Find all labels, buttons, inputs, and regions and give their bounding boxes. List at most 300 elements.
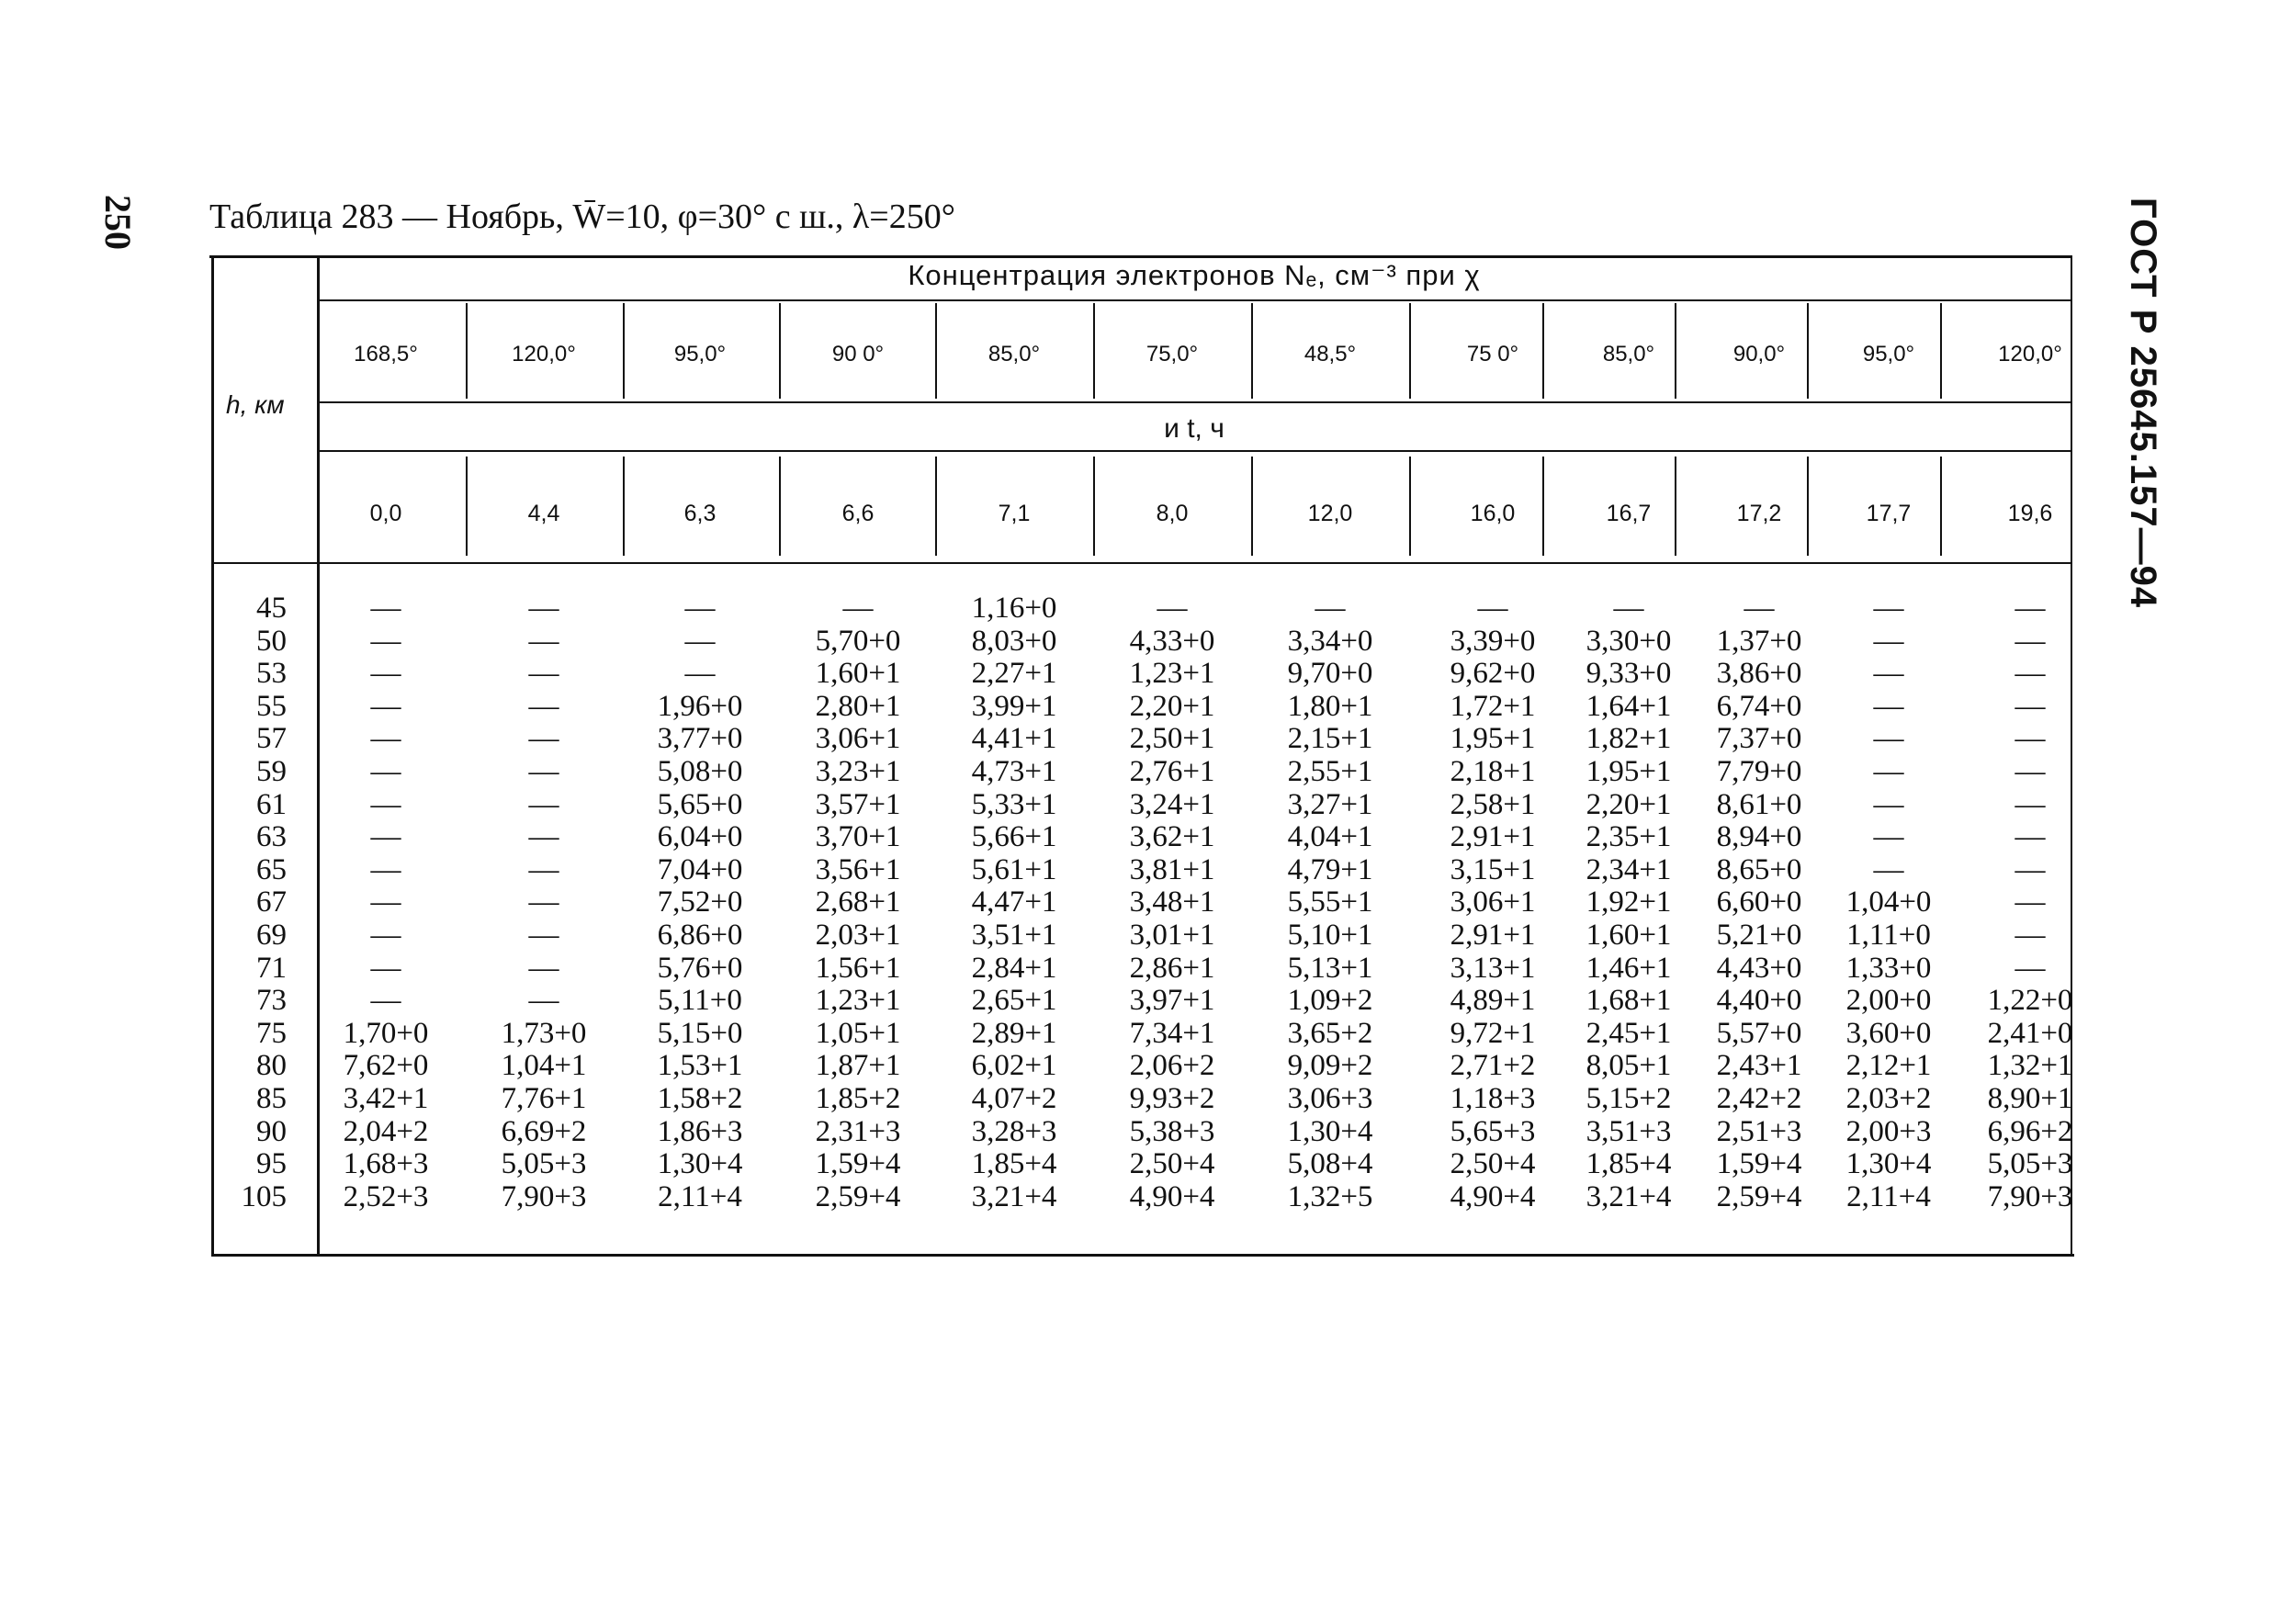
value-cell: 1,33+0 — [1845, 951, 1932, 985]
value-cell: 5,15+0 — [657, 1016, 743, 1050]
chi-header-cell: 85,0° — [988, 342, 1041, 367]
value-cell: 2,31+3 — [815, 1114, 901, 1148]
value-cell: 1,30+4 — [1287, 1114, 1373, 1148]
time-header-cell: 16,0 — [1470, 501, 1516, 526]
column-separator — [466, 457, 468, 556]
value-cell: 8,03+0 — [971, 624, 1057, 658]
table-row — [213, 789, 2071, 822]
value-cell: — — [1744, 592, 1775, 625]
value-cell: 2,50+1 — [1129, 722, 1215, 756]
value-cell: 6,74+0 — [1716, 689, 1802, 723]
value-cell: 2,86+1 — [1129, 951, 1215, 985]
table-row — [213, 919, 2071, 953]
value-cell: — — [528, 951, 559, 985]
value-cell: 9,72+1 — [1450, 1016, 1536, 1050]
column-separator — [1940, 457, 1942, 556]
value-cell: — — [1873, 787, 1904, 821]
value-cell: 3,28+3 — [971, 1114, 1057, 1148]
table-body — [213, 592, 2071, 1213]
value-cell: 7,34+1 — [1129, 1016, 1215, 1050]
table-row — [213, 1083, 2071, 1116]
altitude-cell: 61 — [256, 787, 287, 821]
value-cell: — — [528, 754, 559, 788]
altitude-cell: 95 — [256, 1147, 287, 1181]
time-header-cell: 7,1 — [998, 501, 1031, 526]
value-cell: 1,95+1 — [1450, 722, 1536, 756]
value-cell: 2,20+1 — [1586, 787, 1672, 821]
value-cell: 4,47+1 — [971, 885, 1057, 919]
altitude-cell: 73 — [256, 984, 287, 1018]
value-cell: — — [528, 852, 559, 886]
time-header-cell: 8,0 — [1156, 501, 1189, 526]
value-cell: 6,96+2 — [1987, 1114, 2073, 1148]
value-cell: 3,23+1 — [815, 754, 901, 788]
value-cell: 3,97+1 — [1129, 984, 1215, 1018]
column-separator — [1409, 457, 1411, 556]
value-cell: — — [1873, 722, 1904, 756]
value-cell: — — [1873, 820, 1904, 854]
value-cell: 2,20+1 — [1129, 689, 1215, 723]
altitude-cell: 75 — [256, 1016, 287, 1050]
altitude-cell: 63 — [256, 820, 287, 854]
value-cell: — — [370, 592, 401, 625]
altitude-cell: 71 — [256, 951, 287, 985]
value-cell: 1,86+3 — [657, 1114, 743, 1148]
value-cell: 3,39+0 — [1450, 624, 1536, 658]
value-cell: 3,13+1 — [1450, 951, 1536, 985]
gost-code: ГОСТ Р 25645.157—94 — [2123, 197, 2163, 609]
altitude-cell: 55 — [256, 689, 287, 723]
value-cell: 8,90+1 — [1987, 1081, 2073, 1115]
value-cell: 9,62+0 — [1450, 657, 1536, 691]
value-cell: 1,22+0 — [1987, 984, 2073, 1018]
value-cell: 5,05+3 — [1987, 1147, 2073, 1181]
column-separator — [1675, 457, 1676, 556]
value-cell: 9,70+0 — [1287, 657, 1373, 691]
header-rule — [320, 299, 2071, 301]
column-separator — [935, 457, 937, 556]
value-cell: 1,85+4 — [971, 1147, 1057, 1181]
value-cell: 2,04+2 — [343, 1114, 429, 1148]
value-cell: — — [370, 689, 401, 723]
value-cell: 3,51+3 — [1586, 1114, 1672, 1148]
value-cell: 4,33+0 — [1129, 624, 1215, 658]
value-cell: 5,55+1 — [1287, 885, 1373, 919]
value-cell: 2,59+4 — [1716, 1179, 1802, 1213]
value-cell: 1,82+1 — [1586, 722, 1672, 756]
table-row — [213, 1116, 2071, 1149]
value-cell: 5,57+0 — [1716, 1016, 1802, 1050]
table-row — [213, 1018, 2071, 1051]
chi-header-cell: 48,5° — [1304, 342, 1357, 367]
value-cell: 4,89+1 — [1450, 984, 1536, 1018]
value-cell: 5,15+2 — [1586, 1081, 1672, 1115]
value-cell: — — [684, 624, 716, 658]
value-cell: 1,85+4 — [1586, 1147, 1672, 1181]
value-cell: 7,79+0 — [1716, 754, 1802, 788]
time-header-cell: 16,7 — [1606, 501, 1652, 526]
value-cell: 2,03+2 — [1845, 1081, 1932, 1115]
value-cell: — — [528, 820, 559, 854]
value-cell: 2,50+4 — [1450, 1147, 1536, 1181]
value-cell: 1,04+1 — [501, 1049, 587, 1083]
value-cell: — — [528, 984, 559, 1018]
value-cell: 7,52+0 — [657, 885, 743, 919]
value-cell: 9,93+2 — [1129, 1081, 1215, 1115]
value-cell: 3,06+1 — [1450, 885, 1536, 919]
value-cell: 2,80+1 — [815, 689, 901, 723]
value-cell: — — [370, 657, 401, 691]
altitude-cell: 59 — [256, 754, 287, 788]
value-cell: 7,37+0 — [1716, 722, 1802, 756]
value-cell: 3,70+1 — [815, 820, 901, 854]
value-cell: 3,27+1 — [1287, 787, 1373, 821]
value-cell: — — [370, 624, 401, 658]
value-cell: 5,33+1 — [971, 787, 1057, 821]
value-cell: 2,35+1 — [1586, 820, 1672, 854]
value-cell: 8,94+0 — [1716, 820, 1802, 854]
value-cell: — — [370, 918, 401, 952]
value-cell: — — [2014, 787, 2046, 821]
value-cell: 2,71+2 — [1450, 1049, 1536, 1083]
table-row — [213, 821, 2071, 854]
value-cell: — — [528, 624, 559, 658]
value-cell: 1,23+1 — [815, 984, 901, 1018]
chi-header-cell: 75,0° — [1146, 342, 1199, 367]
value-cell: 6,86+0 — [657, 918, 743, 952]
time-header-cell: 6,6 — [841, 501, 875, 526]
column-separator — [779, 457, 781, 556]
value-cell: — — [1315, 592, 1346, 625]
value-cell: 5,61+1 — [971, 852, 1057, 886]
value-cell: 1,16+0 — [971, 592, 1057, 625]
value-cell: 3,65+2 — [1287, 1016, 1373, 1050]
value-cell: 1,05+1 — [815, 1016, 901, 1050]
value-cell: 1,32+1 — [1987, 1049, 2073, 1083]
value-cell: 3,06+3 — [1287, 1081, 1373, 1115]
value-cell: 5,70+0 — [815, 624, 901, 658]
column-separator — [1093, 303, 1095, 399]
altitude-cell: 50 — [256, 624, 287, 658]
value-cell: — — [2014, 722, 2046, 756]
value-cell: — — [370, 722, 401, 756]
value-cell: 1,58+2 — [657, 1081, 743, 1115]
value-cell: 5,65+3 — [1450, 1114, 1536, 1148]
value-cell: 4,04+1 — [1287, 820, 1373, 854]
stub-header: h, км — [226, 390, 285, 419]
table-row — [213, 626, 2071, 659]
altitude-cell: 65 — [256, 852, 287, 886]
value-cell: — — [2014, 885, 2046, 919]
value-cell: 1,04+0 — [1845, 885, 1932, 919]
value-cell: — — [370, 754, 401, 788]
value-cell: — — [684, 592, 716, 625]
value-cell: — — [1873, 592, 1904, 625]
value-cell: 4,07+2 — [971, 1081, 1057, 1115]
chi-header-cell: 75 0° — [1466, 342, 1519, 367]
value-cell: 3,86+0 — [1716, 657, 1802, 691]
value-cell: 7,62+0 — [343, 1049, 429, 1083]
column-separator — [1807, 303, 1809, 399]
value-cell: 1,95+1 — [1586, 754, 1672, 788]
value-cell: — — [1873, 689, 1904, 723]
value-cell: 2,12+1 — [1845, 1049, 1932, 1083]
value-cell: 3,60+0 — [1845, 1016, 1932, 1050]
value-cell: 1,18+3 — [1450, 1081, 1536, 1115]
value-cell: — — [370, 820, 401, 854]
value-cell: 3,42+1 — [343, 1081, 429, 1115]
chi-header-cell: 95,0° — [673, 342, 727, 367]
value-cell: 4,40+0 — [1716, 984, 1802, 1018]
value-cell: — — [370, 787, 401, 821]
value-cell: — — [370, 885, 401, 919]
column-separator — [466, 303, 468, 399]
group-header: Концентрация электронов Nₑ, см⁻³ при χ — [908, 259, 1481, 291]
table-row — [213, 658, 2071, 691]
value-cell: — — [1157, 592, 1188, 625]
time-header-cell: 12,0 — [1307, 501, 1353, 526]
value-cell: — — [1873, 852, 1904, 886]
value-cell: 2,41+0 — [1987, 1016, 2073, 1050]
column-separator — [1940, 303, 1942, 399]
value-cell: 1,56+1 — [815, 951, 901, 985]
value-cell: 2,58+1 — [1450, 787, 1536, 821]
column-separator — [1807, 457, 1809, 556]
value-cell: 2,03+1 — [815, 918, 901, 952]
value-cell: 2,15+1 — [1287, 722, 1373, 756]
value-cell: — — [2014, 657, 2046, 691]
value-cell: 1,68+1 — [1586, 984, 1672, 1018]
value-cell: 2,27+1 — [971, 657, 1057, 691]
value-cell: 1,30+4 — [1845, 1147, 1932, 1181]
column-separator — [935, 303, 937, 399]
value-cell: 9,09+2 — [1287, 1049, 1373, 1083]
value-cell: 7,90+3 — [1987, 1179, 2073, 1213]
value-cell: 2,11+4 — [1846, 1179, 1931, 1213]
value-cell: 5,38+3 — [1129, 1114, 1215, 1148]
value-cell: 1,11+0 — [1846, 918, 1931, 952]
value-cell: 3,57+1 — [815, 787, 901, 821]
column-separator — [1093, 457, 1095, 556]
value-cell: 3,06+1 — [815, 722, 901, 756]
value-cell: 5,05+3 — [501, 1147, 587, 1181]
value-cell: 4,90+4 — [1129, 1179, 1215, 1213]
column-separator — [1409, 303, 1411, 399]
value-cell: 3,21+4 — [971, 1179, 1057, 1213]
column-separator — [1675, 303, 1676, 399]
value-cell: 2,55+1 — [1287, 754, 1373, 788]
column-separator — [779, 303, 781, 399]
time-header-cell: 19,6 — [2007, 501, 2053, 526]
value-cell: — — [1873, 754, 1904, 788]
value-cell: — — [684, 657, 716, 691]
value-cell: — — [528, 885, 559, 919]
value-cell: 2,68+1 — [815, 885, 901, 919]
table-frame-bottom — [213, 1254, 2074, 1257]
value-cell: 5,65+0 — [657, 787, 743, 821]
value-cell: 1,96+0 — [657, 689, 743, 723]
value-cell: 2,76+1 — [1129, 754, 1215, 788]
value-cell: 2,42+2 — [1716, 1081, 1802, 1115]
value-cell: 2,00+3 — [1845, 1114, 1932, 1148]
table-row — [213, 592, 2071, 626]
table-row — [213, 985, 2071, 1018]
value-cell: 2,45+1 — [1586, 1016, 1672, 1050]
value-cell: 5,13+1 — [1287, 951, 1373, 985]
value-cell: 3,48+1 — [1129, 885, 1215, 919]
time-header-cell: 0,0 — [369, 501, 402, 526]
value-cell: 1,73+0 — [501, 1016, 587, 1050]
value-cell: — — [1873, 624, 1904, 658]
value-cell: 6,04+0 — [657, 820, 743, 854]
value-cell: — — [528, 787, 559, 821]
value-cell: 1,09+2 — [1287, 984, 1373, 1018]
value-cell: 5,21+0 — [1716, 918, 1802, 952]
value-cell: 5,11+0 — [658, 984, 742, 1018]
table-row — [213, 1181, 2071, 1214]
value-cell: 1,87+1 — [815, 1049, 901, 1083]
value-cell: 3,99+1 — [971, 689, 1057, 723]
column-separator — [1542, 303, 1544, 399]
value-cell: 1,59+4 — [1716, 1147, 1802, 1181]
value-cell: 2,59+4 — [815, 1179, 901, 1213]
header-rule — [320, 401, 2071, 403]
value-cell: — — [842, 592, 874, 625]
value-cell: 1,60+1 — [1586, 918, 1672, 952]
header-rule — [213, 562, 2072, 564]
altitude-cell: 69 — [256, 918, 287, 952]
value-cell: 5,66+1 — [971, 820, 1057, 854]
value-cell: — — [2014, 852, 2046, 886]
value-cell: 3,34+0 — [1287, 624, 1373, 658]
value-cell: 6,69+2 — [501, 1114, 587, 1148]
value-cell: 1,68+3 — [343, 1147, 429, 1181]
time-header-cell: 17,2 — [1736, 501, 1782, 526]
table-title: Таблица 283 — Ноябрь, W̄=10, φ=30° с ш., λ=250° — [209, 197, 955, 236]
time-header-cell: 6,3 — [683, 501, 717, 526]
value-cell: 8,65+0 — [1716, 852, 1802, 886]
value-cell: 1,85+2 — [815, 1081, 901, 1115]
value-cell: 4,73+1 — [971, 754, 1057, 788]
value-cell: 2,00+0 — [1845, 984, 1932, 1018]
sub-header: и t, ч — [1164, 413, 1224, 444]
value-cell: 2,89+1 — [971, 1016, 1057, 1050]
chi-header-cell: 95,0° — [1862, 342, 1915, 367]
value-cell: — — [1477, 592, 1508, 625]
altitude-cell: 80 — [256, 1049, 287, 1083]
time-header-cell: 17,7 — [1866, 501, 1912, 526]
value-cell: 1,92+1 — [1586, 885, 1672, 919]
value-cell: 2,65+1 — [971, 984, 1057, 1018]
value-cell: 5,08+4 — [1287, 1147, 1373, 1181]
value-cell: 1,80+1 — [1287, 689, 1373, 723]
chi-header-cell: 168,5° — [354, 342, 418, 367]
column-separator — [623, 457, 625, 556]
value-cell: — — [370, 951, 401, 985]
value-cell: 1,64+1 — [1586, 689, 1672, 723]
value-cell: — — [528, 722, 559, 756]
column-separator — [623, 303, 625, 399]
value-cell: 6,02+1 — [971, 1049, 1057, 1083]
value-cell: 1,30+4 — [657, 1147, 743, 1181]
altitude-cell: 53 — [256, 657, 287, 691]
value-cell: 7,76+1 — [501, 1081, 587, 1115]
value-cell: 4,41+1 — [971, 722, 1057, 756]
value-cell: 3,24+1 — [1129, 787, 1215, 821]
altitude-cell: 67 — [256, 885, 287, 919]
page-number: 250 — [97, 195, 139, 250]
value-cell: 1,23+1 — [1129, 657, 1215, 691]
column-separator — [1251, 457, 1253, 556]
value-cell: 2,43+1 — [1716, 1049, 1802, 1083]
table-row — [213, 691, 2071, 724]
value-cell: — — [528, 918, 559, 952]
altitude-cell: 57 — [256, 722, 287, 756]
table-row — [213, 723, 2071, 756]
value-cell: 2,84+1 — [971, 951, 1057, 985]
value-cell: 2,34+1 — [1586, 852, 1672, 886]
table-row — [213, 953, 2071, 986]
value-cell: 3,56+1 — [815, 852, 901, 886]
header-rule — [320, 450, 2071, 452]
value-cell: 5,10+1 — [1287, 918, 1373, 952]
value-cell: 1,53+1 — [657, 1049, 743, 1083]
table-row — [213, 854, 2071, 887]
altitude-cell: 105 — [241, 1179, 287, 1213]
time-header-cell: 4,4 — [527, 501, 560, 526]
altitude-cell: 90 — [256, 1114, 287, 1148]
table-row — [213, 1050, 2071, 1083]
value-cell: 1,70+0 — [343, 1016, 429, 1050]
value-cell: — — [2014, 624, 2046, 658]
value-cell: 3,51+1 — [971, 918, 1057, 952]
table-row — [213, 756, 2071, 789]
chi-header-cell: 120,0° — [1998, 342, 2062, 367]
value-cell: — — [370, 852, 401, 886]
value-cell: — — [2014, 951, 2046, 985]
value-cell: — — [2014, 689, 2046, 723]
column-separator — [1251, 303, 1253, 399]
value-cell: 2,51+3 — [1716, 1114, 1802, 1148]
value-cell: — — [528, 657, 559, 691]
value-cell: 7,04+0 — [657, 852, 743, 886]
value-cell: 5,08+0 — [657, 754, 743, 788]
value-cell: 3,30+0 — [1586, 624, 1672, 658]
value-cell: 8,61+0 — [1716, 787, 1802, 821]
value-cell: 1,32+5 — [1287, 1179, 1373, 1213]
value-cell: 2,11+4 — [658, 1179, 742, 1213]
value-cell: 4,43+0 — [1716, 951, 1802, 985]
value-cell: 5,76+0 — [657, 951, 743, 985]
value-cell: 1,60+1 — [815, 657, 901, 691]
value-cell: — — [528, 592, 559, 625]
value-cell: 2,18+1 — [1450, 754, 1536, 788]
chi-header-cell: 90,0° — [1732, 342, 1786, 367]
value-cell: — — [2014, 754, 2046, 788]
value-cell: 4,79+1 — [1287, 852, 1373, 886]
value-cell: 1,59+4 — [815, 1147, 901, 1181]
value-cell: 9,33+0 — [1586, 657, 1672, 691]
altitude-cell: 85 — [256, 1081, 287, 1115]
chi-header-cell: 85,0° — [1602, 342, 1655, 367]
value-cell: — — [528, 689, 559, 723]
value-cell: 4,90+4 — [1450, 1179, 1536, 1213]
value-cell: 3,81+1 — [1129, 852, 1215, 886]
value-cell: 3,15+1 — [1450, 852, 1536, 886]
column-separator — [1542, 457, 1544, 556]
value-cell: — — [2014, 820, 2046, 854]
value-cell: 7,90+3 — [501, 1179, 587, 1213]
